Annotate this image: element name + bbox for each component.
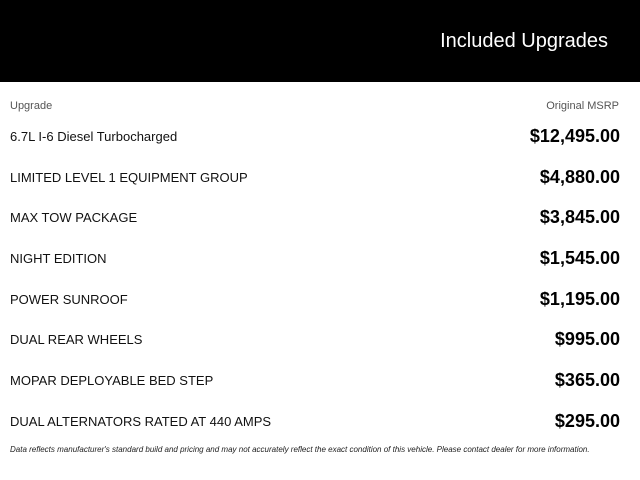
upgrade-name: MAX TOW PACKAGE <box>10 210 138 226</box>
msrp-column-header: Original MSRP <box>546 100 619 112</box>
table-row <box>10 241 620 282</box>
upgrade-name: NIGHT EDITION <box>10 251 107 267</box>
upgrade-name: DUAL ALTERNATORS RATED AT 440 AMPS <box>10 413 272 429</box>
disclaimer-text: Data reflects manufacturer's standard build and pricing and may not accurately reflect the exact condition of this vehicle. Please contact dealer for more information. <box>10 445 590 454</box>
upgrade-price: $12,495.00 <box>529 126 620 146</box>
upgrade-column-header: Upgrade <box>10 100 53 112</box>
upgrade-price: $365.00 <box>554 370 620 391</box>
upgrade-price: $1,545.00 <box>539 248 620 269</box>
upgrade-price: $995.00 <box>554 329 620 350</box>
table-row <box>10 160 620 201</box>
page-title: Included Upgrades <box>440 30 608 52</box>
upgrade-price: $1,195.00 <box>539 288 620 309</box>
upgrade-name: LIMITED LEVEL 1 EQUIPMENT GROUP <box>10 169 248 185</box>
upgrade-name: DUAL REAR WHEELS <box>10 332 143 348</box>
upgrade-price: $295.00 <box>554 410 620 431</box>
header-bar <box>0 0 640 82</box>
upgrade-price: $4,880.00 <box>539 166 620 187</box>
table-row <box>10 119 620 160</box>
upgrade-name: 6.7L I-6 Diesel Turbocharged <box>10 129 178 144</box>
upgrade-name: MOPAR DEPLOYABLE BED STEP <box>10 373 214 389</box>
upgrade-name: POWER SUNROOF <box>10 291 128 307</box>
upgrades-list <box>10 119 620 445</box>
table-row <box>10 322 620 363</box>
table-row <box>10 363 620 404</box>
table-row <box>10 200 620 241</box>
table-header <box>10 99 620 113</box>
table-row <box>10 282 620 323</box>
upgrade-price: $3,845.00 <box>539 207 620 228</box>
table-row <box>10 404 620 445</box>
